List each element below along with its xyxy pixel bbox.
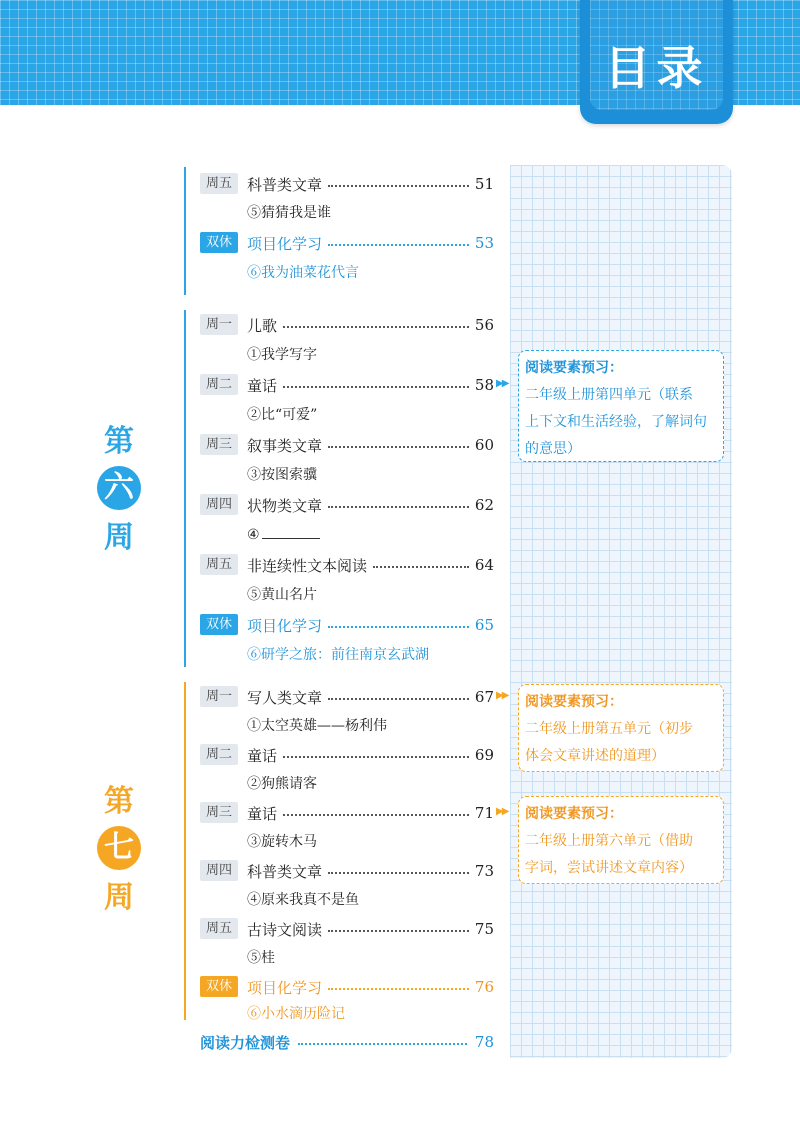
day-badge: 周四 [200, 860, 238, 881]
week-number: 六 [97, 466, 141, 510]
toc-entry[interactable] [247, 684, 494, 710]
page-number: 56 [474, 316, 494, 334]
note-line: 二年级上册第六单元（借助 [525, 833, 693, 849]
entry-title: 叙事类文章 [247, 436, 323, 455]
entry-subtitle: ⑥我为油菜花代言 [247, 265, 359, 281]
leader-dots [373, 566, 469, 568]
leader-dots [283, 756, 469, 758]
week-prefix: 第 [104, 424, 134, 459]
toc-entry[interactable] [247, 372, 494, 398]
toc-subrow[interactable] [200, 829, 500, 855]
entry-title: 童话 [247, 376, 278, 395]
toc-row[interactable] [200, 552, 500, 578]
entry-title: 科普类文章 [247, 175, 323, 194]
page-number: 67 [474, 688, 494, 706]
page-number: 78 [474, 1033, 494, 1051]
page-number: 51 [474, 175, 494, 193]
entry-title: 状物类文章 [247, 496, 323, 515]
toc-row[interactable] [200, 312, 500, 338]
arrow-icon: ▶▶ [496, 378, 508, 389]
leader-dots [283, 386, 469, 388]
page-number: 69 [474, 746, 494, 764]
entry-subtitle: ④ [247, 527, 260, 543]
week-suffix: 周 [104, 520, 134, 555]
day-badge: 周五 [200, 173, 238, 194]
leader-dots [283, 814, 469, 816]
toc-entry[interactable] [247, 974, 494, 1000]
toc-row[interactable] [200, 492, 500, 518]
toc-row[interactable] [200, 171, 500, 197]
entry-subtitle: ⑥小水滴历险记 [247, 1006, 345, 1022]
entry-subtitle: ④原来我真不是鱼 [247, 892, 359, 908]
leader-dots [328, 988, 469, 990]
leader-dots [328, 698, 469, 700]
day-badge: 周一 [200, 686, 238, 707]
page-number: 65 [474, 616, 494, 634]
toc-subrow[interactable] [200, 522, 500, 548]
entry-title: 项目化学习 [247, 234, 323, 253]
toc-entry[interactable] [247, 800, 494, 826]
page-number: 58 [474, 376, 494, 394]
day-badge: 双休 [200, 614, 238, 635]
leader-dots [328, 185, 469, 187]
reading-preview-note [518, 796, 724, 884]
entry-subtitle: ③旋转木马 [247, 834, 317, 850]
toc-row[interactable] [200, 800, 500, 826]
page-number: 62 [474, 496, 494, 514]
toc-row[interactable] [200, 684, 500, 710]
fill-in-blank[interactable] [262, 522, 320, 539]
day-badge: 周五 [200, 554, 238, 575]
toc-row[interactable] [200, 432, 500, 458]
entry-title: 阅读力检测卷 [200, 1033, 291, 1052]
day-badge: 周二 [200, 374, 238, 395]
page-number: 73 [474, 862, 494, 880]
entry-subtitle: ①太空英雄——杨利伟 [247, 718, 387, 734]
leader-dots [298, 1043, 467, 1045]
day-badge: 周三 [200, 434, 238, 455]
note-line: 体会文章讲述的道理） [525, 748, 665, 764]
note-title: 阅读要素预习： [525, 360, 623, 376]
toc-subrow[interactable] [200, 771, 500, 797]
toc-subrow[interactable] [200, 642, 500, 668]
entry-title: 童话 [247, 746, 278, 765]
reading-preview-note [518, 350, 724, 462]
toc-entry[interactable] [247, 492, 494, 518]
entry-title: 项目化学习 [247, 978, 323, 997]
note-line: 的意思） [525, 441, 581, 457]
toc-row[interactable] [200, 372, 500, 398]
toc-subrow[interactable] [200, 1001, 500, 1027]
day-badge: 周五 [200, 918, 238, 939]
note-title: 阅读要素预习： [525, 806, 623, 822]
leader-dots [328, 872, 469, 874]
day-badge: 周四 [200, 494, 238, 515]
entry-subtitle: ⑤猜猜我是谁 [247, 205, 331, 221]
entry-subtitle: ⑥研学之旅：前往南京玄武湖 [247, 647, 429, 663]
divider-line [184, 167, 186, 295]
entry-subtitle: ②比“可爱” [247, 407, 318, 423]
week-number: 七 [97, 826, 141, 870]
divider-line [184, 682, 186, 1020]
toc-entry[interactable] [247, 230, 494, 256]
entry-title: 非连续性文本阅读 [247, 556, 368, 575]
page-number: 76 [474, 978, 494, 996]
toc-row[interactable] [200, 230, 500, 256]
note-line: 二年级上册第四单元（联系 [525, 387, 693, 403]
toc-subrow[interactable] [200, 342, 500, 368]
entry-title: 科普类文章 [247, 862, 323, 881]
toc-entry[interactable] [247, 742, 494, 768]
page-number: 71 [474, 804, 494, 822]
entry-title: 写人类文章 [247, 688, 323, 707]
week-suffix: 周 [104, 880, 134, 915]
entry-title: 古诗文阅读 [247, 920, 323, 939]
page-number: 75 [474, 920, 494, 938]
reading-preview-note [518, 684, 724, 772]
day-badge: 双休 [200, 976, 238, 997]
entry-subtitle: ⑤黄山名片 [247, 587, 317, 603]
toc-subrow[interactable] [200, 200, 500, 226]
toc-row[interactable] [200, 858, 500, 884]
divider-line [184, 310, 186, 667]
toc-entry[interactable] [247, 916, 494, 942]
entry-title: 儿歌 [247, 316, 278, 335]
toc-row[interactable] [200, 742, 500, 768]
toc-subrow[interactable] [200, 260, 500, 286]
toc-subrow[interactable] [200, 945, 500, 971]
week-prefix: 第 [104, 784, 134, 819]
leader-dots [283, 326, 469, 328]
day-badge: 周二 [200, 744, 238, 765]
toc-entry[interactable] [247, 552, 494, 578]
page-number: 64 [474, 556, 494, 574]
week6-label [96, 420, 142, 560]
toc-row[interactable] [200, 612, 500, 638]
toc-subrow[interactable] [200, 582, 500, 608]
toc-subrow[interactable] [200, 887, 500, 913]
entry-subtitle: ③按图索骥 [247, 467, 317, 483]
toc-entry[interactable] [247, 171, 494, 197]
toc-entry[interactable] [247, 612, 494, 638]
toc-subrow[interactable] [200, 402, 500, 428]
entry-title: 童话 [247, 804, 278, 823]
toc-subrow[interactable] [200, 462, 500, 488]
final-test-entry[interactable] [200, 1029, 494, 1055]
arrow-icon: ▶▶ [496, 690, 508, 701]
leader-dots [328, 244, 469, 246]
entry-subtitle: ①我学写字 [247, 347, 317, 363]
toc-entry[interactable] [247, 432, 494, 458]
leader-dots [328, 506, 469, 508]
note-line: 二年级上册第五单元（初步 [525, 721, 693, 737]
arrow-icon: ▶▶ [496, 806, 508, 817]
week7-label [96, 780, 142, 920]
page-title: 目录 [604, 41, 709, 95]
entry-subtitle-blank [247, 522, 320, 548]
page-number: 60 [474, 436, 494, 454]
note-line: 上下文和生活经验，了解词句 [525, 414, 707, 430]
entry-subtitle: ⑤桂 [247, 950, 275, 966]
day-badge: 周一 [200, 314, 238, 335]
toc-row[interactable] [200, 916, 500, 942]
toc-row[interactable] [200, 974, 500, 1000]
day-badge: 双休 [200, 232, 238, 253]
day-badge: 周三 [200, 802, 238, 823]
page-number: 53 [474, 234, 494, 252]
leader-dots [328, 930, 469, 932]
entry-subtitle: ②狗熊请客 [247, 776, 317, 792]
toc-entry[interactable] [247, 858, 494, 884]
leader-dots [328, 446, 469, 448]
toc-entry[interactable] [247, 312, 494, 338]
notes-grid-panel [510, 165, 732, 1058]
note-title: 阅读要素预习： [525, 694, 623, 710]
entry-title: 项目化学习 [247, 616, 323, 635]
title-tab [580, 0, 733, 124]
toc-subrow[interactable] [200, 713, 500, 739]
leader-dots [328, 626, 469, 628]
note-line: 字词，尝试讲述文章内容） [525, 860, 693, 876]
